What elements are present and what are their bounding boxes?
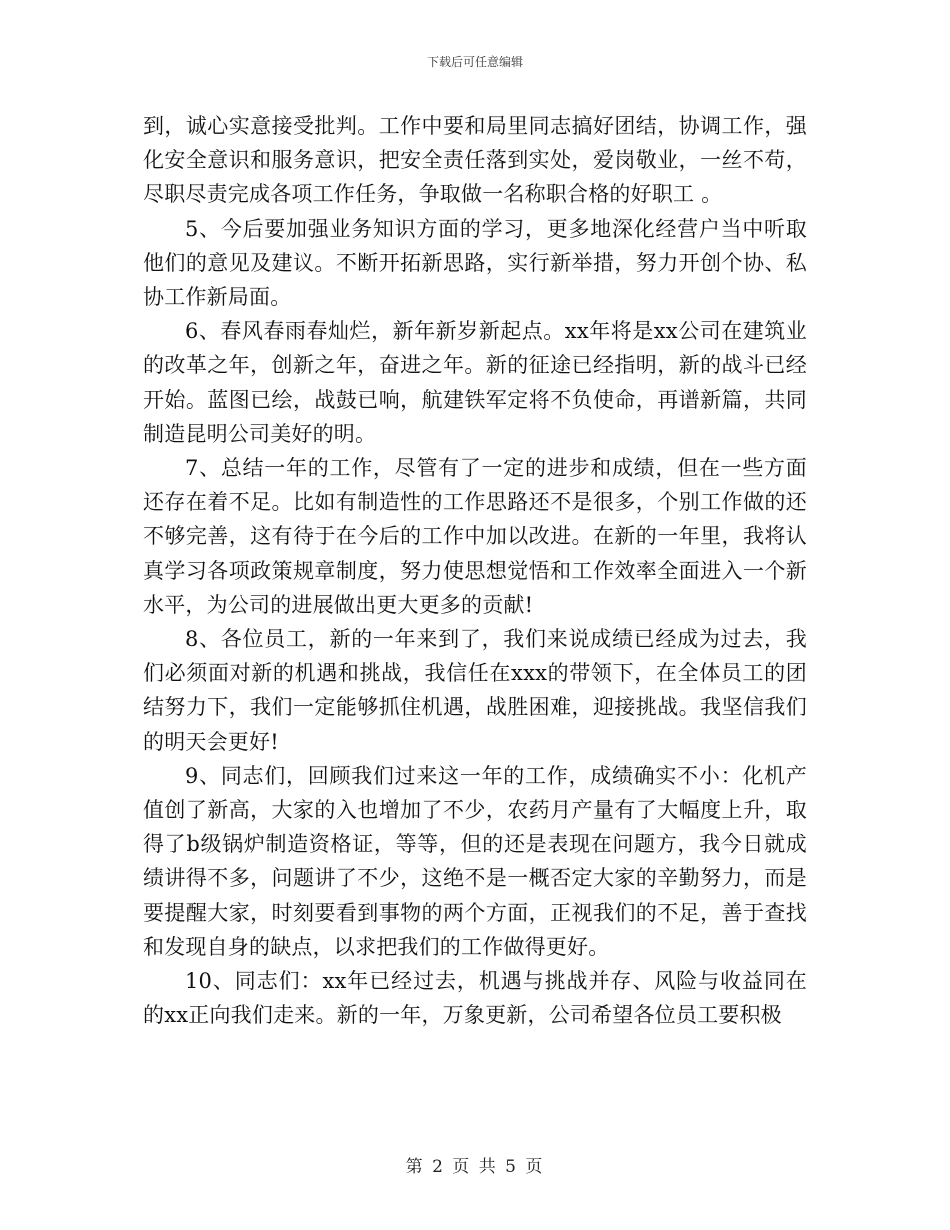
paragraph: 10、同志们：xx年已经过去，机遇与挑战并存、风险与收益同在的xx正向我们走来。新的一年，万象更新，公司希望各位员工要积极 <box>143 969 807 1028</box>
paragraph: 8、各位员工，新的一年来到了，我们来说成绩已经成为过去，我们必须面对新的机遇和挑战，我信任在xxx的带领下，在全体员工的团结努力下，我们一定能够抓住机遇，战胜困难，迎接挑战。我坚信我们的明天会更好! <box>143 627 807 754</box>
paragraph: 到，诚心实意接受批判。工作中要和局里同志搞好团结，协调工作，强化安全意识和服务意识，把安全责任落到实处，爱岗敬业，一丝不苟，尽职尽责完成各项工作任务，争取做一名称职合格的好职工 。 <box>143 114 807 207</box>
document-body <box>143 109 807 1032</box>
paragraph: 7、总结一年的工作，尽管有了一定的进步和成绩，但在一些方面还存在着不足。比如有制造性的工作思路还不是很多，个别工作做的还不够完善，这有待于在今后的工作中加以改进。在新的一年里，我将认真学习各项政策规章制度，努力使思想觉悟和工作效率全面进入一个新水平，为公司的进展做出更大更多的贡献! <box>143 456 807 617</box>
paragraph: 5、今后要加强业务知识方面的学习，更多地深化经营户当中听取他们的意见及建议。不断开拓新思路，实行新举措，努力开创个协、私协工作新局面。 <box>143 216 807 310</box>
page-footer: 第 2 页 共 5 页 <box>405 1157 545 1177</box>
page-header: 下载后可任意编辑 <box>426 55 523 69</box>
paragraph: 9、同志们，回顾我们过来这一年的工作，成绩确实不小：化机产值创了新高，大家的入也增加了不少，农药月产量有了大幅度上升，取得了b级锅炉制造资格证，等等，但的还是表现在问题方，我今日就成绩讲得不多，问题讲了不少，这绝不是一概否定大家的辛勤努力，而是要提醒大家，时刻要看到事物的两个方面，正视我们的不足，善于查找和发现自身的缺点，以求把我们的工作做得更好。 <box>143 763 807 959</box>
paragraph: 6、春风春雨春灿烂，新年新岁新起点。xx年将是xx公司在建筑业的改革之年，创新之年，奋进之年。新的征途已经指明，新的战斗已经开始。蓝图已绘，战鼓已响，航建铁军定将不负使命，再谱新篇，共同制造昆明公司美好的明。 <box>143 319 807 446</box>
